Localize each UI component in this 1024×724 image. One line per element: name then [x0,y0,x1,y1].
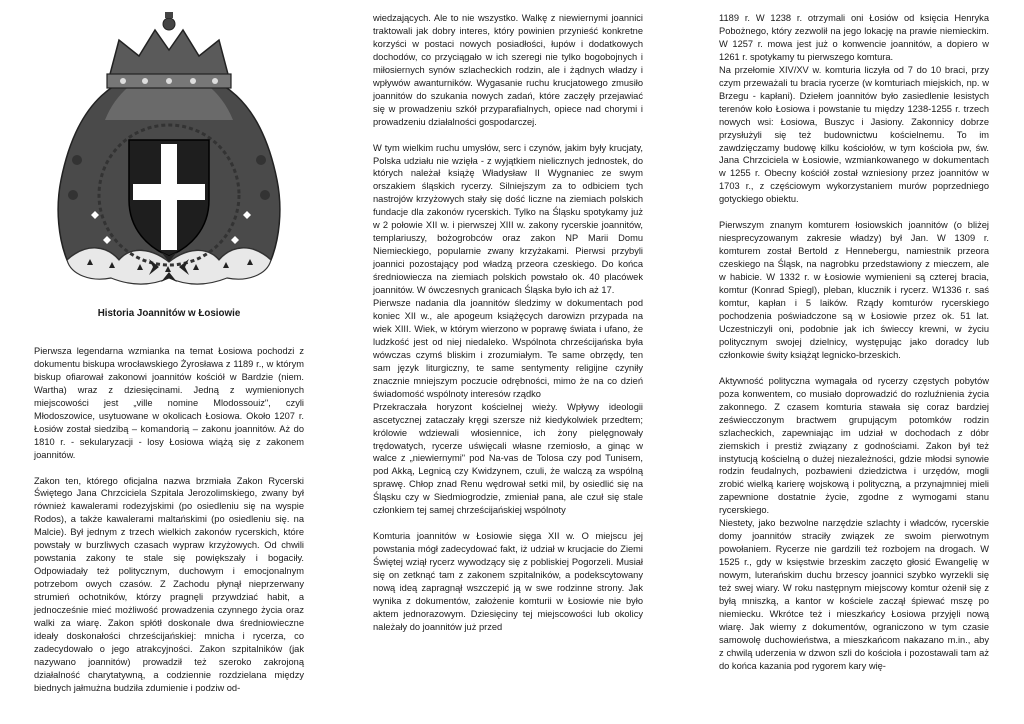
paragraph: Na przełomie XIV/XV w. komturia liczyła od 7 do 10 braci, przy czym przeważali tu bracia rycerze (w komturiach miejskich, np. w Brzegu - kapłani). Dziełem joannitów było zasiedlenie lesistych terenów koło Łosiowa i powstanie tu między 1238-1255 r. trzech nowych wsi: Łosiowa, Buszyc i Jasiony. Zakonnicy dobrze przysłużyli się też budownictwu kościelnemu. To im zawdzięczamy budowę kilku kościołów, w tym kościoła pw, św. Jana Chrzciciela w Łosiowie, wzmiankowanego w dokumentach w 1255 r. Obecny kościół został wzniesiony przez joannitów w 1703 r., z częściowym wykorzystaniem murów poprzedniego gotyckiego obiektu. [719,64,989,205]
paragraph: 1189 r. W 1238 r. otrzymali oni Łosiów od księcia Henryka Pobożnego, który zezwolił na jego lokację na prawie niemieckim. W 1257 r. mowa jest już o konwencie joannitów, a dopiero w 1261 r. spotykamy tu pierwszego komtura. [719,13,989,62]
paragraph: Komturia joannitów w Łosiowie sięga XII w. O miejscu jej powstania mógł zadecydować fakt, iż udział w krucjacie do Ziemi Świętej wziął rycerz wywodzący się z pobliskiej Pogorzeli. Musiał się on zetknąć tam z zakonem szpitalników, a podekscytowany nową ideą zapragnął wszczepić ją w swe rodzinne strony. Jak wynika z dokumentów, założenie komturii w Łosiowie nie było aktem jednorazowym. Dziesięciny tej miejscowości lub okolicy należały do joannitów już przed [373,531,643,632]
paragraph: Pierwsza legendarna wzmianka na temat Łosiowa pochodzi z dokumentu biskupa wrocławskiego Żyrosława z 1189 r., w którym biskup ofiarował zakonowi joannitów kościół w Bardzie (niem. Wartha) wraz z dziesięcinami. Jedną z wymienionych miejscowości jest „ville nomine Mlodossouiz", czyli Młodoszowice, usytuowane w okolicach Łosiowa. Około 1207 r. Łosiów został siedzibą – komandorią – zakonu joannitów. Aż do 1810 r. - sekularyzacji - losy Łosiowa wiążą się z zakonem joannitów. [34,345,304,460]
column-3 [719,12,989,686]
paragraph: Zakon ten, którego oficjalna nazwa brzmiała Zakon Rycerski Świętego Jana Chrzciciela Szpitala Jerozolimskiego, zwany był również kawalerami rodezyjskimi (po osiedleniu się na wyspie Rodos), a także kawalerami maltańskimi (po osiedleniu się. na Malcie). Był jednym z trzech wielkich zakonów rycerskich, które powstały w burzliwych czasach wypraw krzyżowych. Od chwili powstania zakony te stale się powiększały i bogaciły. Odpowiadały też politycznym, duchowym i emocjonalnym potrzebom owych czasów. Z Zachodu płynął nieprzerwany strumień ochotników, którzy pragnęli przywdziać habit, a jednocześnie mieć możliwość prowadzenia czynnego życia oraz walki za wiarę. Zakon spłótł doskonale dwa średniowieczne ideały doskonałości chrześcijańskiej: mnicha i rycerza, co zadecydowało o jego atrakcyjności. Zakon szpitalników (jak nazywano joannitów) prowadził też szeroko zakrojoną działalność charytatywną, a codziennie rozdzielana między biednych jałmużna budziła zdumienie i podziw od- [34,475,304,693]
coat-of-arms-emblem [34,10,304,302]
paragraph: Aktywność polityczna wymagała od rycerzy częstych pobytów poza konwentem, co musiało doprowadzić do rozluźnienia życia zakonnego. Z czasem komturia stawała się coraz bardziej zeświecczonym bractwem grupującym potomków rodzin szlacheckich, zapewniając im udział w dochodach z dóbr ziemskich i prestiż związany z godnościami. Zakon był też instytucją kościelną o dużej niezależności, gdzie młodsi synowie rodzin feudalnych, pozbawieni dziedzictwa i urzędów, mogli zrobić wielką karierę wojskową i polityczną, a przynajmniej mieli zapewnione dostatnie życie, zgodne z wymogami stanu rycerskiego. [719,375,989,516]
column-1 [34,10,304,708]
paragraph: Pierwsze nadania dla joannitów śledzimy w dokumentach pod koniec XII w., ale apogeum książęcych darowizn przypada na wiek XIII. Wiek, w którym wierzono w poprawę świata i ufano, że ludzkość jest od niej niedaleko. Wspólnota chrześcijańska była wówczas czymś bliskim i zrozumiałym. Te same obrzędy, ten sam język liturgiczny, te same sentymenty religijne czyniły znacznie mniejszym poczucie odrębności, mimo że na co dzień świadomość wspólnoty interesów rządko [373,298,643,399]
paragraph: wiedzających. Ale to nie wszystko. Walkę z niewiernymi joannici traktowali jak dobry interes, który powinien przynieść konkretne korzyści w postaci nowych posiadłości, łupów i dodatkowych dochodów, co przyciągało w ich szeregi nie tylko bogobojnych i miłosiernych synów szlacheckich rodzin, ale i żądnych władzy i wpływów awanturników. Wygasanie ruchu krucjatowego zmusiło joannitów do szukania nowych zadań, które zaczęły przejawiać się w prowadzeniu szkół przyparafialnych, opiece nad chorymi i prowadzeniu działalności gospodarczej. [373,13,643,127]
paragraph: Przekraczała horyzont kościelnej wieży. Wpływy ideologii ascetycznej zataczały kręgi szersze niż kiedykolwiek przedtem; królowie wdziewali włosiennice, ich żony pielęgnowały trędowatych, rycerze uświęcali własne rzemiosło, a ginąc w walce z „niewiernymi" pod Na-vas de Tolosa czy pod Tunisem, pod Akką, Legnicą czy Kwidzynem, czuli, że walczą za wspólną sprawę. Chłop znad Renu wędrował setki mil, by osiedlić się na Śląsku czy w Siedmiogrodzie, zmieniał pana, ale czuł się stale członkiem tej samej chrześcijańskiej wspólnoty [373,401,643,516]
document-title: Historia Joannitów w Łosiowie [97,308,241,319]
column-2 [373,12,643,647]
paragraph: Niestety, jako bezwolne narzędzie szlachty i władców, rycerskie domy joannitów straciły związek ze swoim pierwotnym powołaniem. Rycerze nie gardzili też rozbojem na drogach. W 1525 r., gdy w księstwie brzeskim zaczęto głosić Ewangelię w nowym, luterańskim duchu brzescy joannici szybko wyrzekli się też swej wiary. W roku następnym miejscowy komtur ożenił się z byłą mniszką, a kantor w kościele zaczął śpiewać mszę po niemiecku. Wkrótce też i mieszkańcy Łosiowa przyjęli nową wiarę. Jak wiemy z dokumentów, ograniczono w tym czasie samowolę duchowieństwa, a mieszkańcom nakazano m.in., aby z chwilą uderzenia w dzwon szli do kościoła i pozostawali tam aż do końca kazania pod rygorem kary wię- [719,518,989,671]
paragraph: Pierwszym znanym komturem łosiowskich joannitów (o bliżej niesprecyzowanym zakresie władzy) był Jan. W 1309 r. komturem został Bertold z Hennebergu, namiestnik przeora czeskiego na Śląsk, na nagrobku przedstawiony z mieczem, ale w habicie. W 1332 r. w Łosiowie wymienieni są czterej bracia, komtur (Konrad Spiegl), pleban, klucznik i rycerz. W1336 r. saś komtur, kapłan i 5 laików. Rządy komturów rycerskiego pochodzenia poświadczone są w Łosiowie przez ok. 51 lat. Uczestniczyli oni, podobnie jak ich świeccy krewni, w życiu politycznym swojej dzielnicy, występując jako doradcy lub członkowie świty książąt legnicko-brzeskich. [719,220,989,360]
paragraph: W tym wielkim ruchu umysłów, serc i czynów, jakim były krucjaty, Polska udziału nie wzięła - z wyjątkiem nielicznych jednostek, do których należał książę Władysław II Wygnaniec ze swym orszakiem śląskich rycerzy. Silniejszym za to odbiciem tych nastrojów krzyżowych stały się dość liczne na ziemiach polskich fundacje dla zakonów rycerskich. Tylko na Śląsku spotykamy już w 2 połowie XII w. i pierwszej XIII w. zakony rycerskie joannitów, templariuszy, bożogrobców oraz zakon NP Marii Domu Niemieckiego, popularnie zwany krzyżakami. Pierwsi przybyli joannici pozostający pod władzą przeora czeskiego. Do końca średniowiecza na ziemiach polskich powstało ok. 40 placówek joannitów. W ówczesnych granicach Śląska było ich aż 17. [373,142,643,296]
order-of-malta-coat-of-arms-icon [47,10,291,302]
